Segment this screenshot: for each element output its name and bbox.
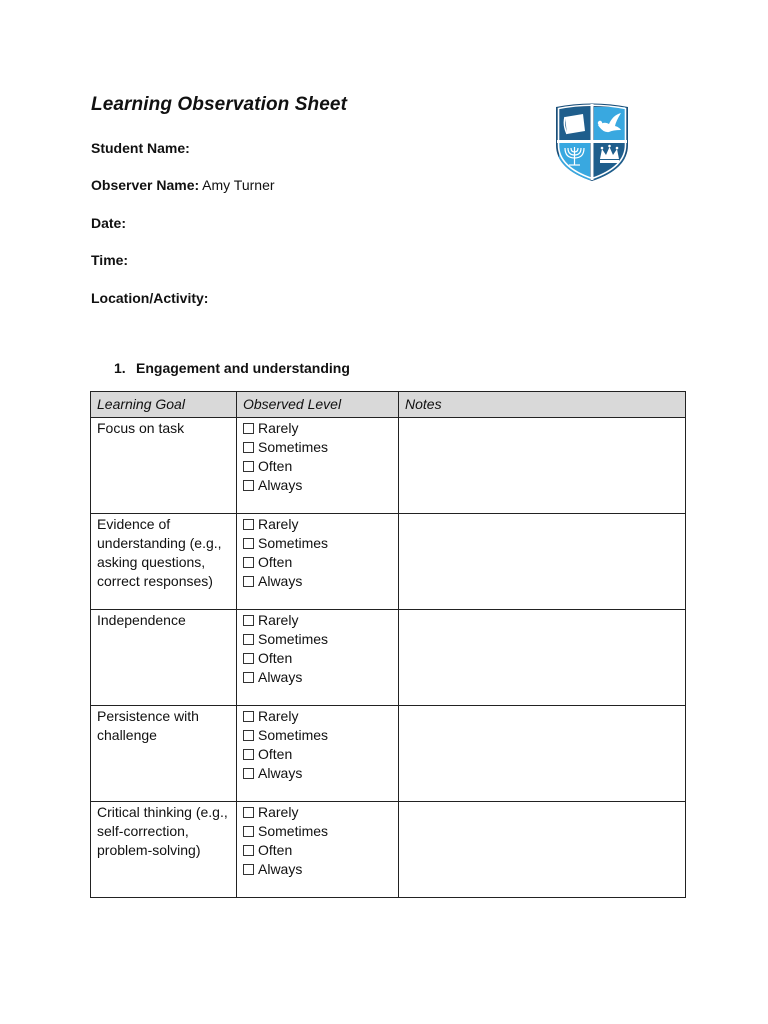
- level-option-label: Always: [258, 573, 303, 589]
- table-row: [91, 418, 686, 514]
- level-option-label: Often: [258, 554, 293, 570]
- level-option-label: Rarely: [258, 420, 299, 436]
- notes-cell[interactable]: [399, 802, 686, 898]
- level-option-label: Always: [258, 861, 303, 877]
- table-row: [91, 610, 686, 706]
- student-name-label: Student Name:: [91, 140, 190, 156]
- header-notes: Notes: [399, 392, 686, 418]
- observer-name-field: [91, 176, 275, 194]
- checkbox-icon[interactable]: [243, 423, 254, 434]
- observed-level-cell: [237, 514, 399, 610]
- header-observed-level: Observed Level: [237, 392, 399, 418]
- location-activity-label: Location/Activity:: [91, 290, 209, 306]
- level-option-label: Rarely: [258, 804, 299, 820]
- level-option-sometimes[interactable]: [243, 630, 392, 649]
- checkbox-icon[interactable]: [243, 442, 254, 453]
- level-option-rarely[interactable]: [243, 611, 392, 630]
- observed-level-cell: [237, 802, 399, 898]
- level-option-always[interactable]: [243, 476, 392, 495]
- checkbox-icon[interactable]: [243, 826, 254, 837]
- level-option-label: Sometimes: [258, 631, 329, 647]
- checkbox-icon[interactable]: [243, 730, 254, 741]
- table-row: [91, 706, 686, 802]
- level-option-often[interactable]: [243, 457, 392, 476]
- level-option-label: Sometimes: [258, 727, 329, 743]
- level-option-label: Always: [258, 765, 303, 781]
- notes-cell[interactable]: [399, 706, 686, 802]
- learning-goal-cell: Critical thinking (e.g., self-correction, problem-solving): [91, 802, 237, 898]
- checkbox-icon[interactable]: [243, 807, 254, 818]
- level-option-often[interactable]: [243, 745, 392, 764]
- learning-goal-cell: Evidence of understanding (e.g., asking questions, correct responses): [91, 514, 237, 610]
- location-activity-field: [91, 289, 211, 307]
- date-field: [91, 214, 129, 232]
- time-label: Time:: [91, 252, 129, 268]
- section-1-number: 1.: [114, 360, 126, 376]
- level-option-label: Always: [258, 477, 303, 493]
- level-option-rarely[interactable]: [243, 515, 392, 534]
- checkbox-icon[interactable]: [243, 557, 254, 568]
- table-row: [91, 514, 686, 610]
- checkbox-icon[interactable]: [243, 653, 254, 664]
- header-learning-goal: Learning Goal: [91, 392, 237, 418]
- table-header-row: [91, 392, 686, 418]
- level-option-sometimes[interactable]: [243, 438, 392, 457]
- observer-name-value[interactable]: Amy Turner: [202, 177, 275, 193]
- learning-goal-cell: Focus on task: [91, 418, 237, 514]
- date-label: Date:: [91, 215, 127, 231]
- level-option-label: Sometimes: [258, 823, 329, 839]
- level-option-label: Often: [258, 746, 293, 762]
- level-option-label: Rarely: [258, 708, 299, 724]
- notes-cell[interactable]: [399, 514, 686, 610]
- learning-goal-cell: Independence: [91, 610, 237, 706]
- checkbox-icon[interactable]: [243, 576, 254, 587]
- level-option-label: Often: [258, 458, 293, 474]
- student-name-field: [91, 139, 193, 157]
- level-option-sometimes[interactable]: [243, 822, 392, 841]
- level-option-label: Rarely: [258, 516, 299, 532]
- checkbox-icon[interactable]: [243, 845, 254, 856]
- table-row: [91, 802, 686, 898]
- level-option-always[interactable]: [243, 860, 392, 879]
- level-option-label: Often: [258, 650, 293, 666]
- level-option-always[interactable]: [243, 668, 392, 687]
- time-field: [91, 251, 131, 269]
- level-option-sometimes[interactable]: [243, 726, 392, 745]
- observed-level-cell: [237, 610, 399, 706]
- checkbox-icon[interactable]: [243, 519, 254, 530]
- crown-icon: [600, 145, 619, 163]
- notes-cell[interactable]: [399, 610, 686, 706]
- checkbox-icon[interactable]: [243, 615, 254, 626]
- level-option-often[interactable]: [243, 553, 392, 572]
- observer-name-label: Observer Name:: [91, 177, 200, 193]
- level-option-often[interactable]: [243, 841, 392, 860]
- scroll-icon: [564, 114, 585, 134]
- level-option-label: Always: [258, 669, 303, 685]
- checkbox-icon[interactable]: [243, 749, 254, 760]
- checkbox-icon[interactable]: [243, 461, 254, 472]
- checkbox-icon[interactable]: [243, 634, 254, 645]
- page-title: Learning Observation Sheet: [91, 94, 347, 115]
- checkbox-icon[interactable]: [243, 711, 254, 722]
- level-option-rarely[interactable]: [243, 419, 392, 438]
- level-option-label: Rarely: [258, 612, 299, 628]
- section-1-heading: [114, 359, 350, 377]
- checkbox-icon[interactable]: [243, 672, 254, 683]
- level-option-rarely[interactable]: [243, 707, 392, 726]
- checkbox-icon[interactable]: [243, 538, 254, 549]
- observed-level-cell: [237, 706, 399, 802]
- level-option-label: Often: [258, 842, 293, 858]
- section-1-title: Engagement and understanding: [136, 360, 350, 376]
- school-crest-logo: [553, 101, 631, 183]
- level-option-sometimes[interactable]: [243, 534, 392, 553]
- notes-cell[interactable]: [399, 418, 686, 514]
- observed-level-cell: [237, 418, 399, 514]
- level-option-always[interactable]: [243, 764, 392, 783]
- level-option-label: Sometimes: [258, 439, 329, 455]
- checkbox-icon[interactable]: [243, 768, 254, 779]
- level-option-rarely[interactable]: [243, 803, 392, 822]
- engagement-table: [90, 391, 686, 898]
- level-option-always[interactable]: [243, 572, 392, 591]
- level-option-often[interactable]: [243, 649, 392, 668]
- checkbox-icon[interactable]: [243, 864, 254, 875]
- learning-goal-cell: Persistence with challenge: [91, 706, 237, 802]
- checkbox-icon[interactable]: [243, 480, 254, 491]
- level-option-label: Sometimes: [258, 535, 329, 551]
